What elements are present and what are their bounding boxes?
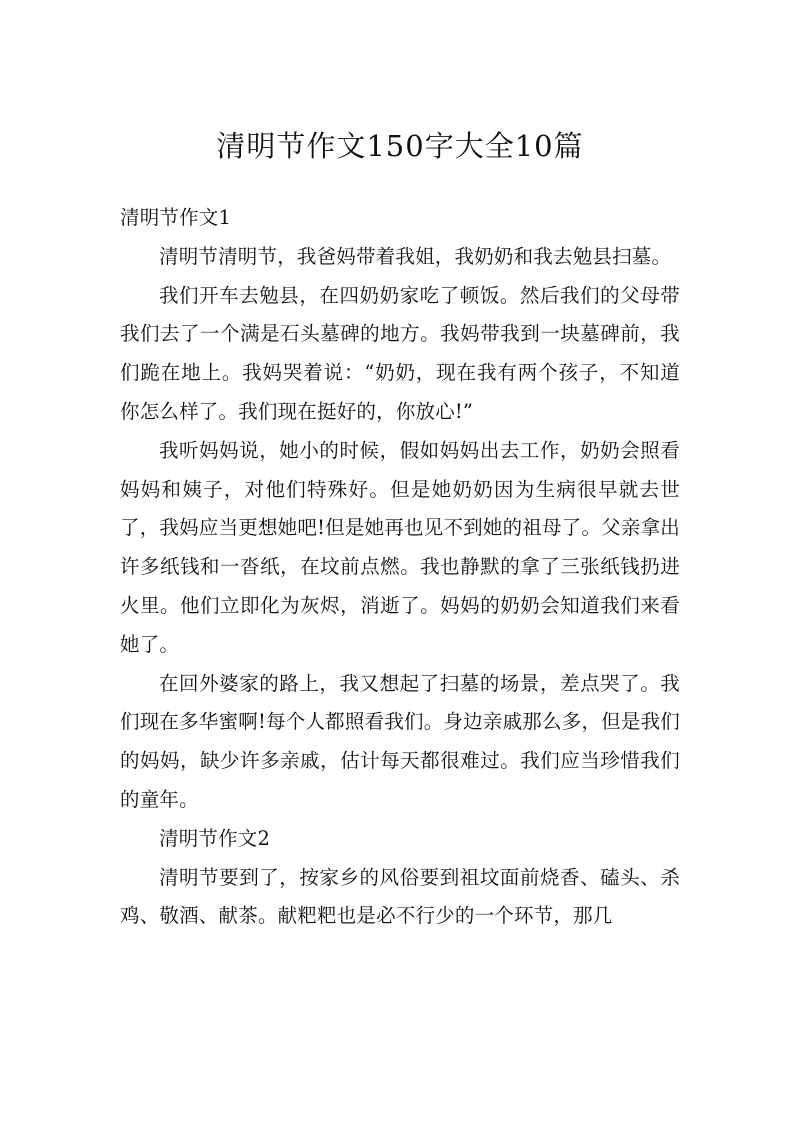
- paragraph-5: 清明节要到了，按家乡的风俗要到祖坟面前烧香、磕头、杀鸡、敬酒、献茶。献粑粑也是必不行少的一个环节，那几: [120, 865, 680, 928]
- paragraph-3: 我听妈妈说，她小的时候，假如妈妈出去工作，奶奶会照看妈妈和姨子，对他们特殊好。但是她奶奶因为生病很早就去世了，我妈应当更想她吧!但是她再也见不到她的祖母了。父亲拿出许多纸钱和一沓纸，在坟前点燃。我也静默的拿了三张纸钱扔进火里。他们立即化为灰烬，消逝了。妈妈的奶奶会知道我们来看她了。: [120, 438, 680, 656]
- document-title: 清明节作文150字大全10篇: [216, 129, 584, 163]
- paragraph-1: 清明节清明节，我爸妈带着我姐，我奶奶和我去勉县扫墓。: [159, 244, 672, 268]
- paragraph-4: 在回外婆家的路上，我又想起了扫墓的场景，差点哭了。我们现在多华蜜啊!每个人都照看我们。身边亲戚那么多，但是我们的妈妈，缺少许多亲戚，估计每天都很难过。我们应当珍惜我们的童年。: [120, 671, 680, 811]
- section-heading-1: 清明节作文1: [120, 206, 232, 229]
- document-body: [120, 199, 680, 936]
- paragraph-2: 我们开车去勉县，在四奶奶家吃了顿饭。然后我们的父母带我们去了一个满是石头墓碑的地方。我妈带我到一块墓碑前，我们跪在地上。我妈哭着说：“奶奶，现在我有两个孩子，不知道你怎么样了。我们现在挺好的，你放心!”: [120, 283, 680, 423]
- section-heading-2: 清明节作文2: [159, 826, 271, 850]
